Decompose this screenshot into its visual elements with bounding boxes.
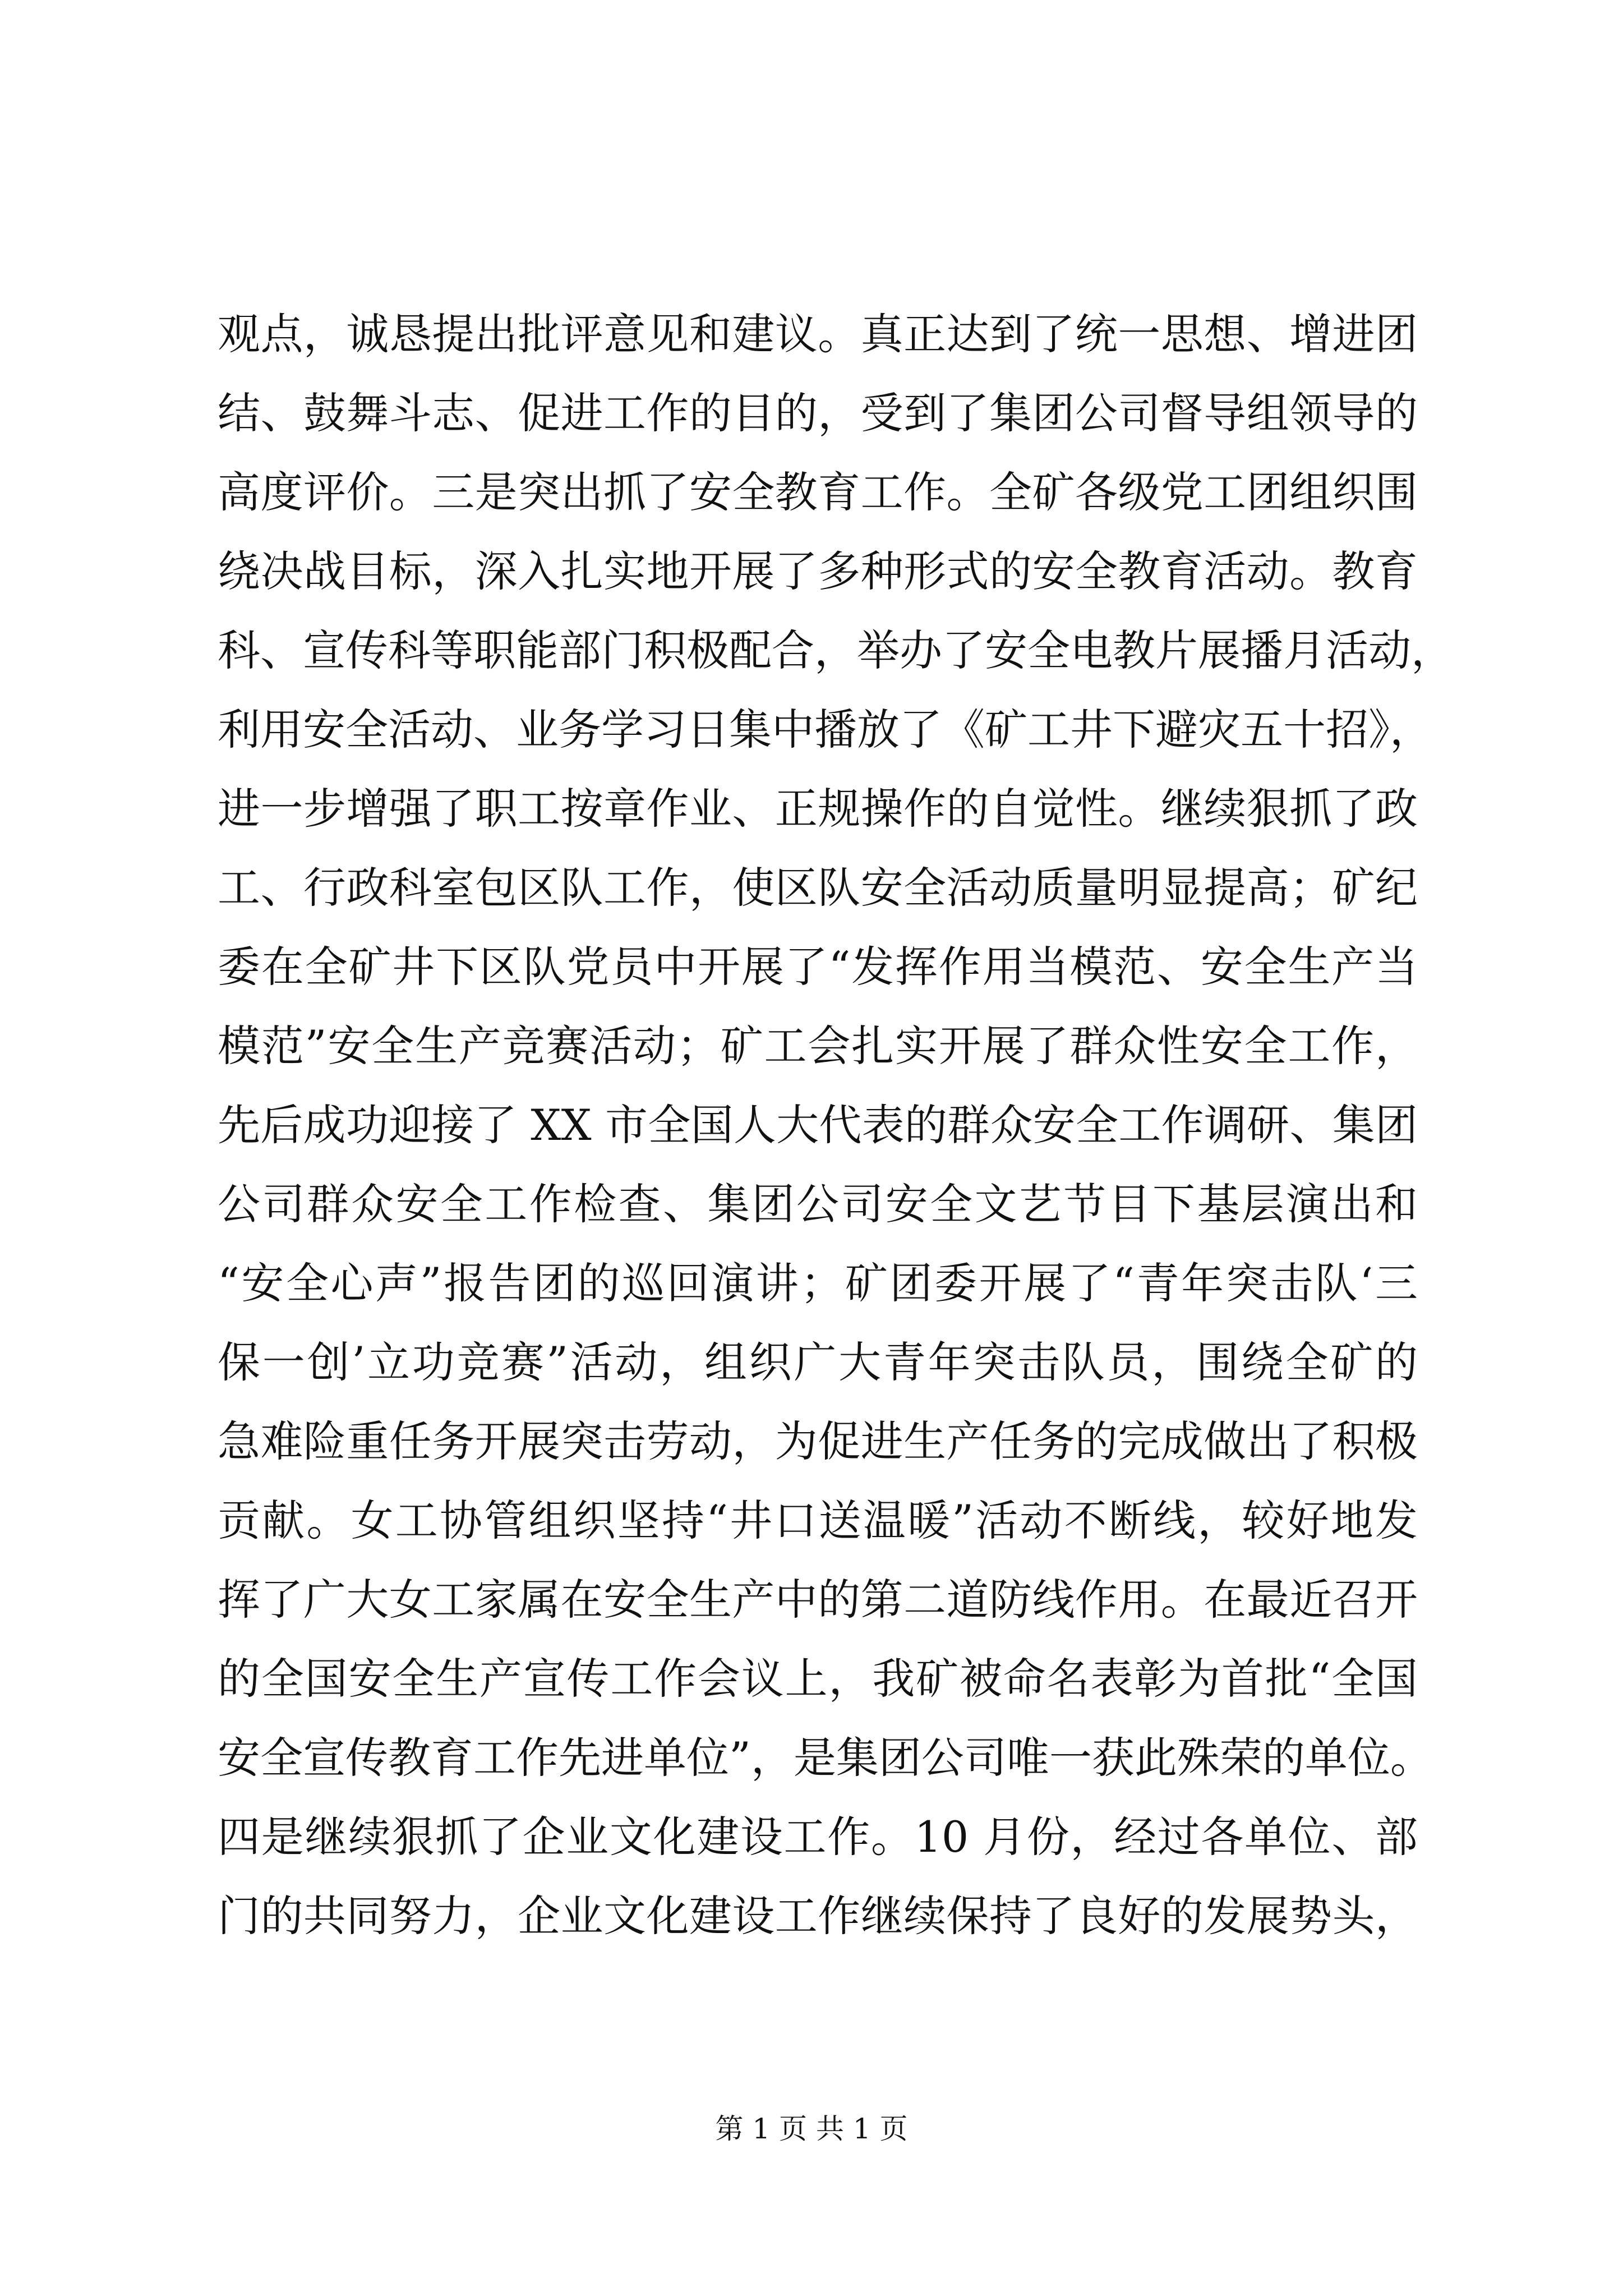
text-line: 公司群众安全工作检查、集团公司安全文艺节目下基层演出和 (218, 1179, 1418, 1229)
text-line: 观点，诚恳提出批评意见和建议。真正达到了统一思想、增进团 (218, 309, 1418, 359)
text-line: 模范”安全生产竞赛活动；矿工会扎实开展了群众性安全工作， (218, 1021, 1418, 1071)
text-line: “安全心声”报告团的巡回演讲；矿团委开展了“青年突击队‘三 (218, 1258, 1418, 1308)
body-text (218, 295, 1454, 1955)
text-line: 四是继续狠抓了企业文化建设工作。10 月份，经过各单位、部 (218, 1812, 1418, 1862)
text-line: 挥了广大女工家属在安全生产中的第二道防线作用。在最近召开 (218, 1575, 1418, 1625)
text-line: 绕决战目标，深入扎实地开展了多种形式的安全教育活动。教育 (218, 546, 1418, 596)
text-line: 委在全矿井下区队党员中开展了“发挥作用当模范、安全生产当 (218, 942, 1418, 992)
text-line: 的全国安全生产宣传工作会议上，我矿被命名表彰为首批“全国 (218, 1654, 1418, 1704)
text-line: 高度评价。三是突出抓了安全教育工作。全矿各级党工团组织围 (218, 467, 1418, 517)
text-line: 保一创’立功竞赛”活动，组织广大青年突击队员，围绕全矿的 (218, 1337, 1418, 1387)
text-line: 门的共同努力，企业文化建设工作继续保持了良好的发展势头， (218, 1891, 1418, 1941)
text-line: 先后成功迎接了 XX 市全国人大代表的群众安全工作调研、集团 (218, 1100, 1418, 1150)
page-number-footer: 第 1 页 共 1 页 (715, 2113, 908, 2145)
text-line: 结、鼓舞斗志、促进工作的目的，受到了集团公司督导组领导的 (218, 388, 1418, 438)
text-line: 安全宣传教育工作先进单位”，是集团公司唯一获此殊荣的单位。 (218, 1733, 1433, 1783)
text-line: 利用安全活动、业务学习日集中播放了《矿工井下避灾五十招》， (218, 705, 1432, 754)
text-line: 贡献。女工协管组织坚持“井口送温暖”活动不断线，较好地发 (218, 1496, 1418, 1545)
text-line: 科、宣传科等职能部门积极配合，举办了安全电教片展播月活动， (218, 625, 1454, 675)
text-line: 急难险重任务开展突击劳动，为促进生产任务的完成做出了积极 (218, 1416, 1418, 1466)
text-line: 工、行政科室包区队工作，使区队安全活动质量明显提高；矿纪 (218, 863, 1418, 913)
text-line: 进一步增强了职工按章作业、正规操作的自觉性。继续狠抓了政 (218, 784, 1418, 834)
